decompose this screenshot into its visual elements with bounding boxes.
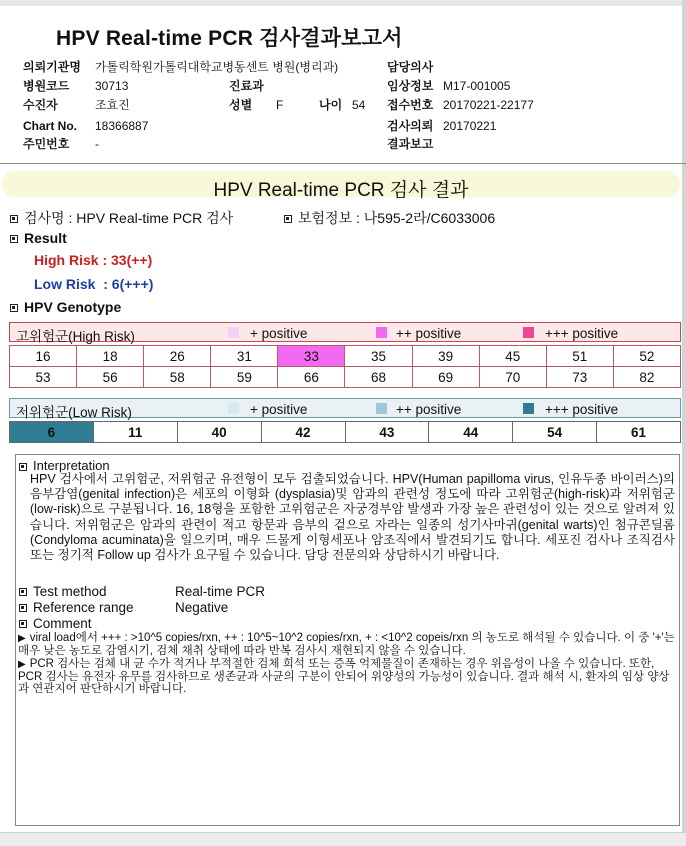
genotype-cell: 18 bbox=[77, 346, 144, 367]
result-label: Result bbox=[24, 230, 67, 246]
genotype-cell: 58 bbox=[144, 367, 211, 388]
test-name-text: 검사명 : HPV Real-time PCR 검사 bbox=[24, 210, 234, 226]
genotype-cell: 11 bbox=[93, 422, 177, 443]
age-value: 54 bbox=[352, 98, 366, 112]
legend-swatch-plusplus bbox=[376, 403, 387, 414]
bullet-square-icon bbox=[19, 463, 27, 471]
test-method-value: Real-time PCR bbox=[175, 584, 266, 599]
genotype-cell: 52 bbox=[613, 346, 680, 367]
comment-text-2: PCR 검사는 검체 내 균 수가 적거나 부적절한 검체 희석 또는 증폭 억제물질이 존재하는 경우 위음성이 나올 수 있습니다. 또한, PCR 검사는 유전자 유무를 검사하므로 생존균과 사균의 구분이 안되어 위양성의 가능성이 있습니다. 결과 해석 시, 환자의 임상 양상과 연관지어 판단하시기 바랍니다. bbox=[18, 658, 670, 696]
legend-swatch-plusplus bbox=[376, 327, 387, 338]
attending-doctor-label: 담당의사 bbox=[387, 60, 434, 74]
legend-swatch-plus bbox=[228, 327, 239, 338]
genotype-cell: 44 bbox=[429, 422, 513, 443]
test-method-label: Test method bbox=[33, 584, 107, 599]
genotype-cell: 69 bbox=[412, 367, 479, 388]
genotype-cell: 39 bbox=[412, 346, 479, 367]
genotype-cell: 70 bbox=[479, 367, 546, 388]
genotype-label: HPV Genotype bbox=[24, 299, 122, 315]
interpretation-heading bbox=[19, 458, 110, 473]
comment-heading bbox=[19, 616, 92, 631]
genotype-cell: 59 bbox=[211, 367, 278, 388]
receipt-number-value: 20170221-22177 bbox=[443, 98, 534, 112]
genotype-cell: 31 bbox=[211, 346, 278, 367]
insurance-line bbox=[284, 208, 495, 228]
age-label: 나이 bbox=[319, 98, 343, 112]
genotype-cell: 73 bbox=[546, 367, 613, 388]
resident-id-label: 주민번호 bbox=[23, 137, 70, 151]
high-risk-row-2 bbox=[10, 367, 681, 388]
bullet-square-icon bbox=[10, 304, 18, 312]
header-divider bbox=[0, 163, 686, 164]
requesting-institution-label: 의뢰기관명 bbox=[23, 60, 81, 74]
legend-swatch-plusplusplus bbox=[523, 327, 534, 338]
genotype-cell: 45 bbox=[479, 346, 546, 367]
high-risk-row-1 bbox=[10, 346, 681, 367]
comment-item-1 bbox=[18, 632, 676, 657]
test-request-label: 검사의뢰 bbox=[387, 119, 434, 133]
hospital-code-label: 병원코드 bbox=[23, 79, 70, 93]
high-risk-table bbox=[9, 345, 681, 388]
section-title: HPV Real-time PCR 검사 결과 bbox=[213, 180, 469, 201]
genotype-cell: 26 bbox=[144, 346, 211, 367]
interpretation-label: Interpretation bbox=[33, 458, 110, 473]
comment-text-1: viral load에서 +++ : >10^5 copies/rxn, ++ : 10^5~10^2 copies/rxn, + : <10^2 copeis/rxn 의 농도로 해석될 수 있습니다. 이 중 '+'는 매우 낮은 농도로 감염시기, 검체 채취 상태에 따라 반복 검사시 재현되지 않을 수 있습니다. bbox=[18, 632, 675, 658]
legend-plusplus-positive: ++ positive bbox=[396, 326, 462, 341]
comment-item-2 bbox=[18, 658, 676, 696]
low-risk-table bbox=[9, 421, 681, 443]
low-risk-title: 저위험군(Low Risk) bbox=[16, 405, 132, 420]
legend-plus-positive: + positive bbox=[250, 402, 308, 417]
genotype-cell: 68 bbox=[345, 367, 412, 388]
window-top-edge bbox=[0, 0, 686, 6]
low-risk-row bbox=[10, 422, 681, 443]
genotype-cell: 43 bbox=[345, 422, 429, 443]
patient-name-label: 수진자 bbox=[23, 98, 58, 112]
genotype-cell-positive: 6 bbox=[10, 422, 94, 443]
bullet-square-icon bbox=[19, 620, 27, 628]
window-scrollbar-edge[interactable] bbox=[682, 0, 686, 845]
genotype-cell: 16 bbox=[10, 346, 77, 367]
legend-plus-positive: + positive bbox=[250, 326, 308, 341]
bullet-square-icon bbox=[284, 215, 292, 223]
triangle-bullet-icon: ▶ bbox=[18, 659, 26, 670]
clinical-info-label: 임상정보 bbox=[387, 79, 434, 93]
reference-heading bbox=[19, 600, 134, 615]
report-title: HPV Real-time PCR 검사결과보고서 bbox=[56, 27, 403, 50]
sex-label: 성별 bbox=[229, 98, 253, 112]
triangle-bullet-icon: ▶ bbox=[18, 633, 26, 644]
requesting-institution-value: 가톨릭학원가톨릭대학교병동센트 병원(병리과) bbox=[95, 60, 339, 74]
reference-label: Reference range bbox=[33, 600, 134, 615]
bullet-square-icon bbox=[19, 588, 27, 596]
chart-no-label: Chart No. bbox=[23, 119, 77, 133]
legend-plusplus-positive: ++ positive bbox=[396, 402, 462, 417]
high-risk-header bbox=[9, 322, 681, 342]
hospital-code-value: 30713 bbox=[95, 79, 129, 93]
clinical-info-value: M17-001005 bbox=[443, 79, 511, 93]
genotype-cell-positive: 33 bbox=[278, 346, 345, 367]
low-risk-result: Low Risk : 6(+++) bbox=[34, 276, 154, 292]
chart-no-value: 18366887 bbox=[95, 119, 149, 133]
section-banner bbox=[2, 171, 680, 201]
genotype-cell: 82 bbox=[613, 367, 680, 388]
test-name-line bbox=[10, 208, 233, 228]
reference-value: Negative bbox=[175, 600, 229, 615]
window-bottom-edge bbox=[0, 832, 686, 846]
sex-value: F bbox=[276, 98, 284, 112]
bullet-square-icon bbox=[10, 215, 18, 223]
result-heading bbox=[10, 230, 67, 246]
receipt-number-label: 접수번호 bbox=[387, 98, 434, 112]
legend-plusplusplus-positive: +++ positive bbox=[545, 326, 619, 341]
genotype-cell: 54 bbox=[513, 422, 597, 443]
genotype-cell: 35 bbox=[345, 346, 412, 367]
low-risk-header bbox=[9, 398, 681, 418]
insurance-text: 보험정보 : 나595-2라/C6033006 bbox=[298, 210, 496, 226]
genotype-cell: 66 bbox=[278, 367, 345, 388]
legend-swatch-plusplusplus bbox=[523, 403, 534, 414]
genotype-cell: 56 bbox=[77, 367, 144, 388]
bullet-square-icon bbox=[10, 235, 18, 243]
legend-plusplusplus-positive: +++ positive bbox=[545, 402, 619, 417]
interpretation-text: HPV 검사에서 고위험군, 저위험군 유전형이 모두 검출되었습니다. HPV(Human papilloma virus, 인유두종 바이러스)의 음부감염(genital infection)은 세포의 이형화 (dysplasia)및 암과의 관련성 정도에 따라 고위험군(high-risk)과 저위험군(low-risk)으로 구분됩니다. 16, 18형을 포함한 고위험군은 자궁경부암 발생과 가장 높은 관련성이 있는 것으로 알려져 있습니다. 저위험군은 암과의 관련이 적고 항문과 음부의 겉으로 자라는 일종의 성기사마귀(genital warts)인 첨규콘딜롬(Condyloma acuminata)을 일으키며, 매우 드물게 이형세포나 암조직에서 발견되기도 합니다. 세포진 검사나 조직검사 또는 정기적 Follow up 검사가 요구될 수 있습니다. 담당 전문의와 상담하시기 바랍니다. bbox=[30, 472, 675, 563]
comment-label: Comment bbox=[33, 616, 92, 631]
high-risk-result: High Risk : 33(++) bbox=[34, 252, 153, 268]
genotype-cell: 51 bbox=[546, 346, 613, 367]
genotype-heading bbox=[10, 299, 121, 315]
result-report-label: 결과보고 bbox=[387, 137, 434, 151]
genotype-cell: 40 bbox=[177, 422, 261, 443]
genotype-cell: 42 bbox=[261, 422, 345, 443]
resident-id-value: - bbox=[95, 137, 99, 151]
genotype-cell: 53 bbox=[10, 367, 77, 388]
genotype-cell: 61 bbox=[597, 422, 681, 443]
department-label: 진료과 bbox=[229, 79, 264, 93]
high-risk-title: 고위험군(High Risk) bbox=[16, 329, 135, 344]
test-request-value: 20170221 bbox=[443, 119, 497, 133]
bullet-square-icon bbox=[19, 604, 27, 612]
legend-swatch-plus bbox=[228, 403, 239, 414]
test-method-heading bbox=[19, 584, 107, 599]
patient-name-value: 조효진 bbox=[95, 98, 130, 112]
